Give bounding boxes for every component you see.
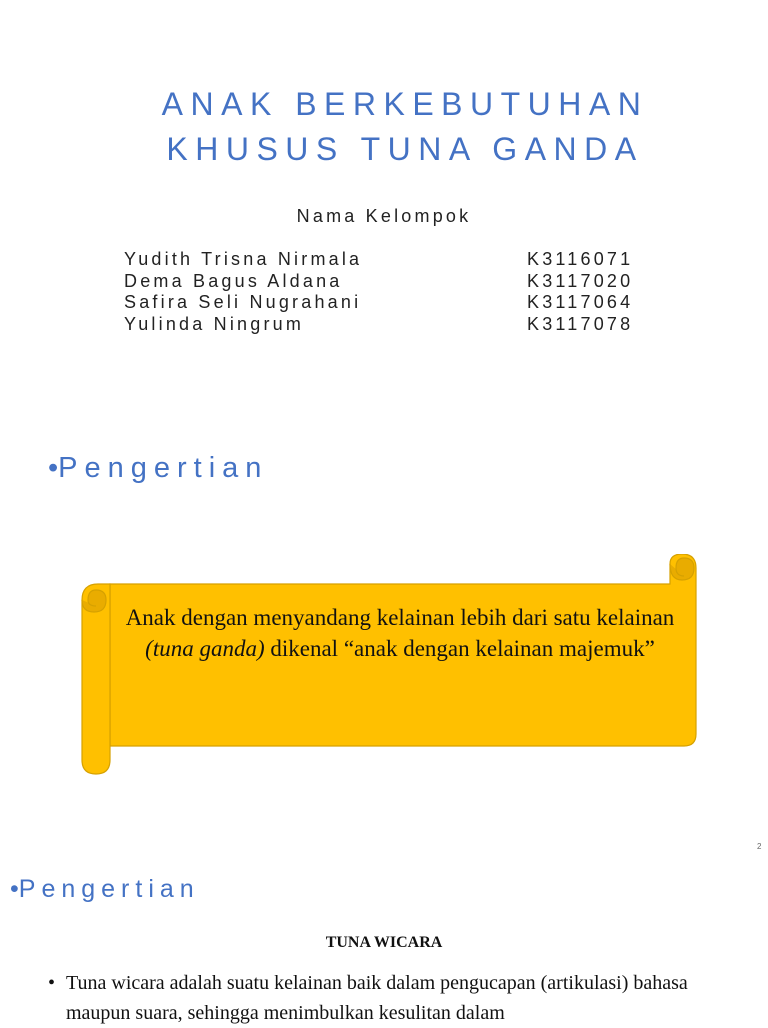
member-row — [124, 292, 644, 314]
definition-text-part: Anak dengan menyandang kelainan lebih dari satu kelainan — [125, 605, 675, 630]
member-row — [124, 271, 644, 293]
member-name: Yudith Trisna Nirmala — [124, 249, 363, 269]
scroll-banner-shape — [80, 554, 700, 776]
bullet-icon: • — [48, 972, 56, 994]
member-id: K3117078 — [527, 313, 634, 334]
member-name: Yulinda Ningrum — [124, 313, 305, 334]
section-heading-label: Pengertian — [18, 875, 200, 903]
page-number: 2 — [757, 842, 762, 851]
member-name: Dema Bagus Aldana — [124, 270, 343, 291]
member-id: K3116071 — [527, 249, 634, 269]
definition-scroll-banner — [80, 554, 700, 776]
section-heading-label: Pengertian — [58, 452, 269, 484]
member-id: K3117064 — [527, 292, 634, 312]
definition-list — [48, 968, 728, 1028]
bullet-icon: • — [10, 875, 19, 903]
title-line-1: ANAK BERKEBUTUHAN — [161, 86, 649, 122]
definition-text-italic: (tuna ganda) — [145, 636, 265, 661]
list-item — [48, 968, 728, 1028]
definition-text-part: dikenal “anak dengan kelainan majemuk” — [264, 636, 655, 661]
section-heading-pengertian — [48, 452, 268, 485]
subheading-tuna-wicara: TUNA WICARA — [325, 934, 443, 951]
definition-text — [110, 602, 690, 664]
member-id: K3117020 — [527, 270, 634, 291]
member-row — [124, 314, 644, 336]
list-item-text: Tuna wicara adalah suatu kelainan baik dalam pengucapan (artikulasi) bahasa maupun suara, sehingga menimbulkan kesulitan dalam — [66, 972, 688, 1024]
section-heading-pengertian — [10, 875, 200, 904]
group-heading: Nama Kelompok — [296, 206, 472, 226]
member-list — [124, 249, 644, 335]
member-row — [124, 249, 644, 271]
member-name: Safira Seli Nugrahani — [124, 292, 362, 312]
title-line-2: KHUSUS TUNA GANDA — [166, 131, 644, 167]
bullet-icon: • — [48, 452, 59, 484]
